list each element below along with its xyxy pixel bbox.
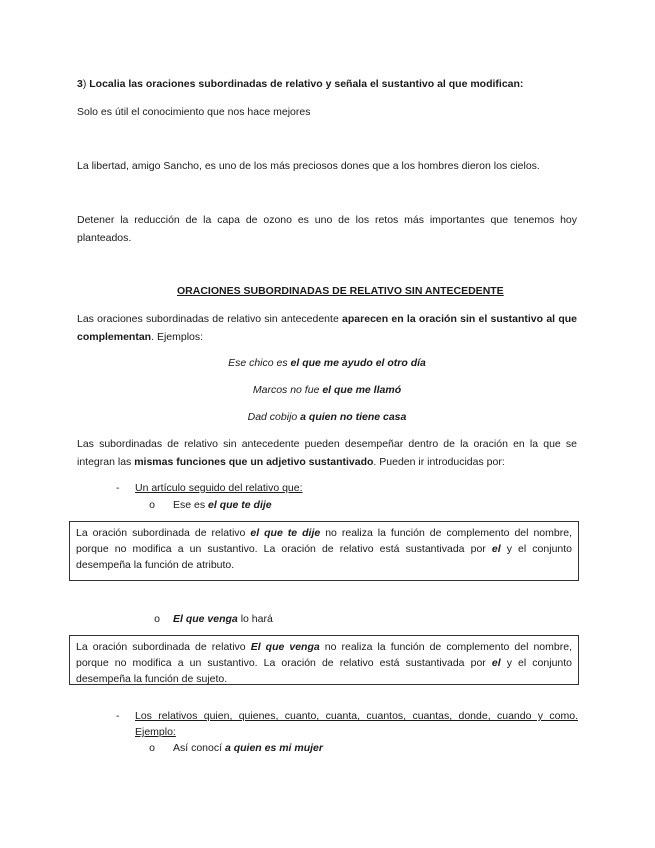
example-1-plain: Ese chico es <box>228 357 291 369</box>
exercise-instruction-text: Localia las oraciones subordinadas de relativo y señala el sustantivo al que modifican: <box>89 78 524 90</box>
intro-bold: aparecen en la oración sin el sustantivo al que <box>342 313 577 325</box>
intro-plain: Las oraciones subordinadas de relativo sin antecedente <box>77 313 343 325</box>
example-2 <box>77 384 577 396</box>
item2-bullet: o <box>154 613 160 625</box>
exercise-sentence-1: Solo es útil el conocimiento que nos hace mejores <box>77 106 311 118</box>
exercise-paren: ) <box>82 78 87 90</box>
functions-end: . Pueden ir introducidas por: <box>373 456 505 468</box>
box1-line-1 <box>76 525 572 541</box>
box2-line-2 <box>76 655 572 671</box>
box1-l2-b: el <box>491 543 501 555</box>
list2-dash: - <box>116 710 120 722</box>
box2-l2-a: porque no modifica a un sustantivo. La oración de relativo está sustantivada por <box>76 657 492 669</box>
intro-line-2 <box>77 331 203 343</box>
exercise-sentence-3: Detener la reducción de la capa de ozono es uno de los retos más importantes que tenemos hoy <box>77 214 577 226</box>
functions-line-1: Las subordinadas de relativo sin antecedente pueden desempeñar dentro de la oración en la que se <box>77 438 577 450</box>
explanation-box-2 <box>69 635 579 685</box>
example-3-bold: a quien no tiene casa <box>300 411 407 423</box>
box1-line-2 <box>76 541 572 557</box>
list1-item <box>173 499 272 511</box>
list2-line-2: Ejemplo: <box>135 726 176 738</box>
list1-item-bold: el que te dije <box>208 499 272 511</box>
functions-plain: integran las <box>77 456 135 468</box>
box2-l1-b: El que venga <box>250 641 320 653</box>
list1-item-plain: Ese es <box>173 499 209 511</box>
exercise-sentence-2: La libertad, amigo Sancho, es uno de los más preciosos dones que a los hombres dieron los cielos. <box>77 160 540 172</box>
example-2-plain: Marcos no fue <box>252 384 323 396</box>
list1-heading: Un artículo seguido del relativo que: <box>135 482 303 494</box>
functions-line-2 <box>77 456 505 468</box>
list1-dash: - <box>116 482 120 494</box>
box2-l2-b: el <box>491 657 501 669</box>
list1-bullet: o <box>149 499 155 511</box>
list2-line-1: Los relativos quien, quienes, cuanto, cuanta, cuantos, cuantas, donde, cuando y como. <box>135 710 578 722</box>
box2-l2-c: y el conjunto <box>500 657 573 669</box>
exercise-number: 3 <box>77 78 83 90</box>
box2-l1-c: no realiza la función de complemento del nombre, <box>319 641 572 653</box>
list2-bullet: o <box>149 742 155 754</box>
box2-line-3: desempeña la función de sujeto. <box>76 673 228 685</box>
item2-plain: lo hará <box>237 613 273 625</box>
box1-l1-b: el que te dije <box>250 527 321 539</box>
item2 <box>173 613 273 625</box>
explanation-box-1 <box>69 521 579 581</box>
intro-bold-2: complementan <box>77 331 152 343</box>
example-1 <box>77 357 577 369</box>
example-3 <box>77 411 577 423</box>
example-3-plain: Dad cobijo <box>247 411 301 423</box>
list2-item-plain: Así conocí <box>173 742 225 754</box>
box2-l1-a: La oración subordinada de relativo <box>76 641 251 653</box>
intro-line-1 <box>77 313 577 325</box>
exercise-sentence-3-cont: planteados. <box>77 232 132 244</box>
example-2-bold: el que me llamó <box>322 384 402 396</box>
box1-line-3: desempeña la función de atributo. <box>76 559 235 571</box>
box1-l2-c: y el conjunto <box>500 543 573 555</box>
box1-l1-c: no realiza la función de complemento del nombre, <box>320 527 572 539</box>
list2-item-bold: a quien es mi mujer <box>224 742 323 754</box>
example-1-bold: el que me ayudo el otro día <box>290 357 426 369</box>
item2-bold: El que venga <box>173 613 238 625</box>
box1-l1-a: La oración subordinada de relativo <box>76 527 251 539</box>
box1-l2-a: porque no modifica a un sustantivo. La oración de relativo está sustantivada por <box>76 543 492 555</box>
intro-plain-2: . Ejemplos: <box>151 331 204 343</box>
list2-item <box>173 742 323 754</box>
box2-line-1 <box>76 639 572 655</box>
section-title: ORACIONES SUBORDINADAS DE RELATIVO SIN ANTECEDENTE <box>177 285 504 297</box>
exercise-instruction <box>77 78 523 90</box>
functions-bold: mismas funciones que un adjetivo sustantivado <box>134 456 374 468</box>
